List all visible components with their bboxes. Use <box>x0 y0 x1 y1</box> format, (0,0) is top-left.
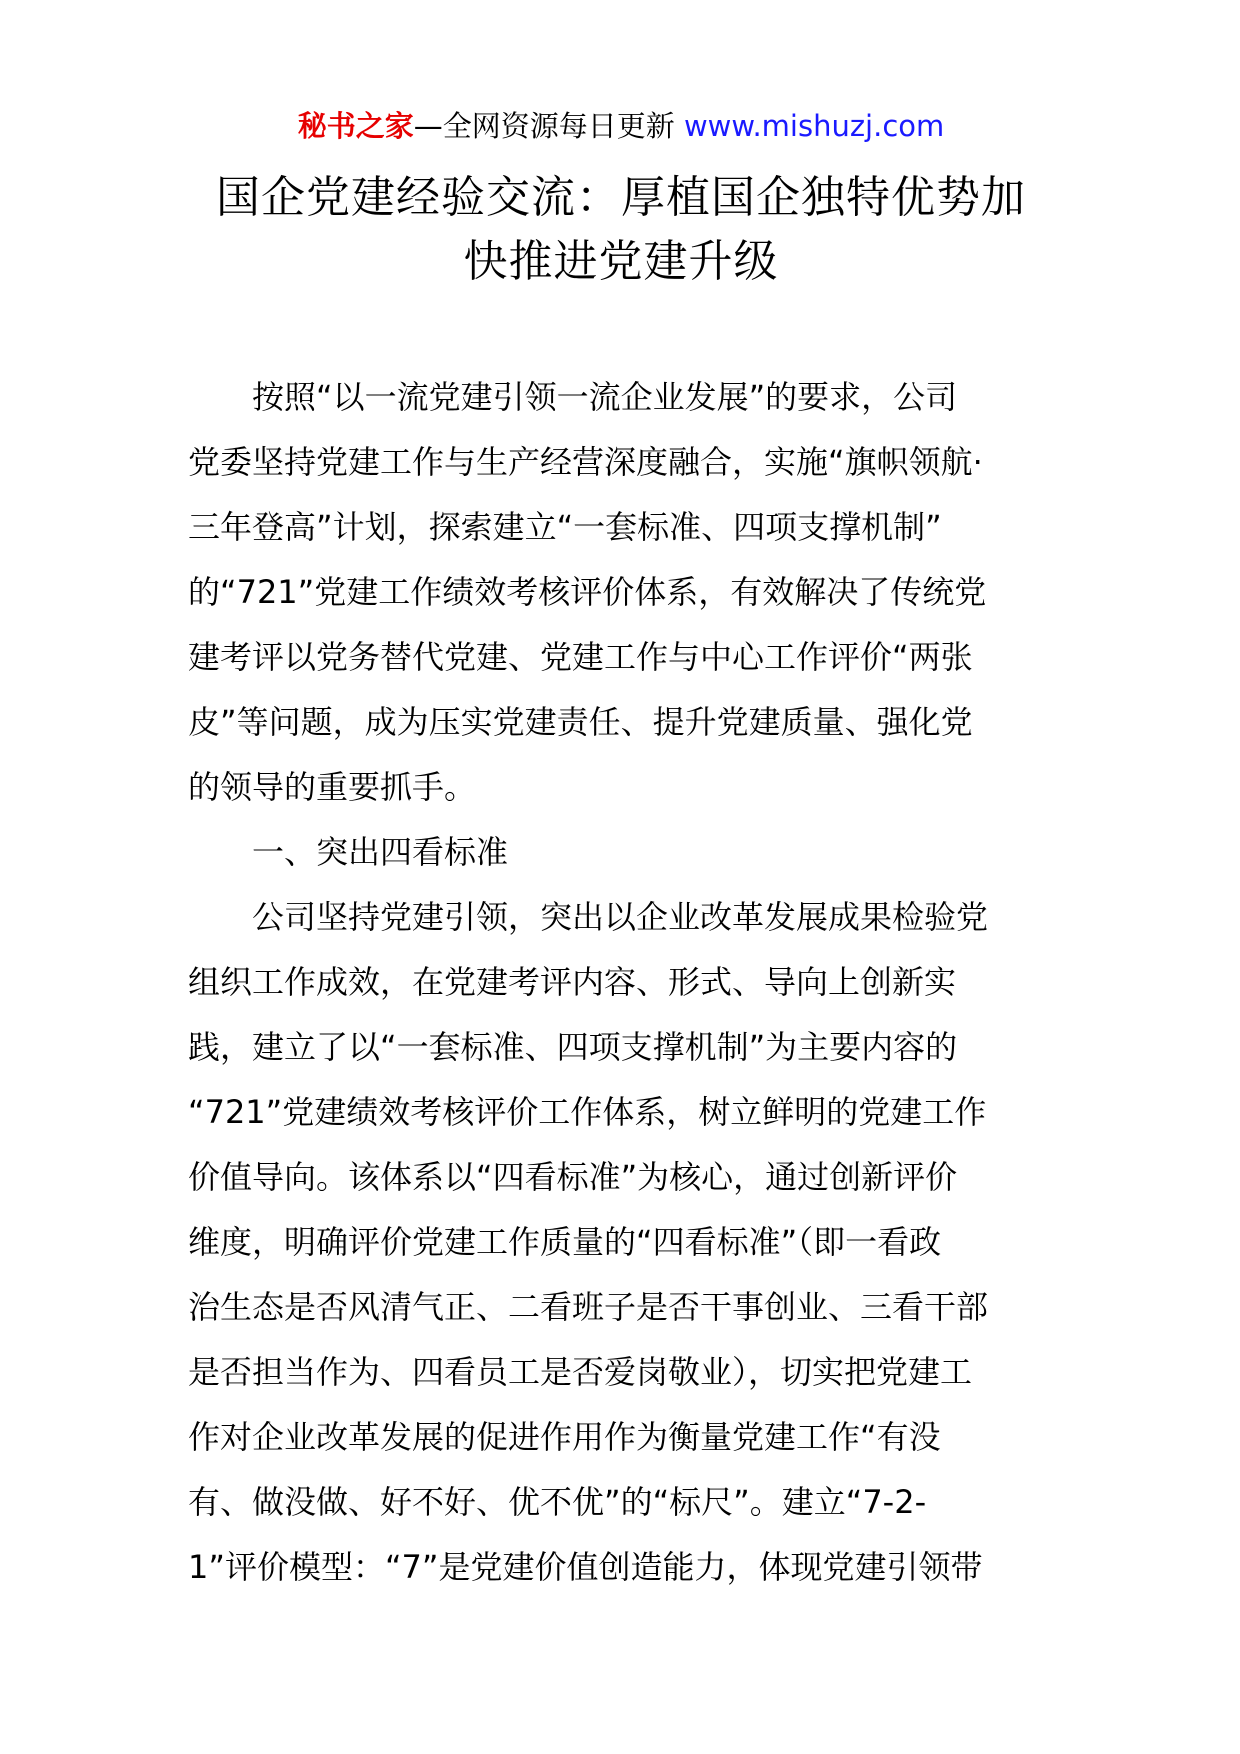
header-tagline: —全网资源每日更新 <box>413 109 675 143</box>
text-line: 1”评价模型：“7”是党建价值创造能力，体现党建引领带 <box>188 1548 983 1586</box>
paragraph-intro <box>188 365 1054 820</box>
text-line: 治生态是否风清气正、二看班子是否干事创业、三看干部 <box>188 1288 989 1326</box>
paragraph-section-1 <box>188 885 1054 1600</box>
section-heading <box>188 820 1054 885</box>
text-line: 组织工作成效，在党建考评内容、形式、导向上创新实 <box>188 963 957 1001</box>
brand-name: 秘书之家 <box>297 109 414 143</box>
text-line: 践，建立了以“一套标准、四项支撑机制”为主要内容的 <box>188 1028 958 1066</box>
text-line: “721”党建绩效考核评价工作体系，树立鲜明的党建工作 <box>188 1093 987 1131</box>
text-line: 的“721”党建工作绩效考核评价体系，有效解决了传统党 <box>188 573 987 611</box>
text-line: 建考评以党务替代党建、党建工作与中心工作评价“两张 <box>188 638 973 676</box>
text-line: 有、做没做、好不好、优不优”的“标尺”。建立“7-2- <box>188 1483 927 1521</box>
text-line: 党委坚持党建工作与生产经营深度融合，实施“旗帜领航· <box>188 443 983 481</box>
title-line-2: 快推进党建升级 <box>463 236 779 287</box>
text-line: 是否担当作为、四看员工是否爱岗敬业），切实把党建工 <box>188 1353 973 1391</box>
text-line: 作对企业改革发展的促进作用作为衡量党建工作“有没 <box>188 1418 941 1456</box>
text-line: 皮”等问题，成为压实党建责任、提升党建质量、强化党 <box>188 703 973 741</box>
document-body <box>188 365 1054 1600</box>
text-line: 的领导的重要抓手。 <box>188 768 477 806</box>
text-line: 价值导向。该体系以“四看标准”为核心，通过创新评价 <box>188 1158 958 1196</box>
text-line: 维度，明确评价党建工作质量的“四看标准”（即一看政 <box>188 1223 942 1261</box>
title-line-1: 国企党建经验交流：厚植国企独特优势加 <box>216 172 1026 223</box>
text-line: 公司坚持党建引领，突出以企业改革发展成果检验党 <box>252 898 989 936</box>
site-header <box>178 98 1064 154</box>
text-line: 按照“以一流党建引领一流企业发展”的要求，公司 <box>252 378 958 416</box>
section-heading-text: 一、突出四看标准 <box>252 833 509 871</box>
text-line: 三年登高”计划，探索建立“一套标准、四项支撑机制” <box>188 508 942 546</box>
site-url-link[interactable]: www.mishuzj.com <box>683 109 945 143</box>
document-title <box>188 166 1054 294</box>
